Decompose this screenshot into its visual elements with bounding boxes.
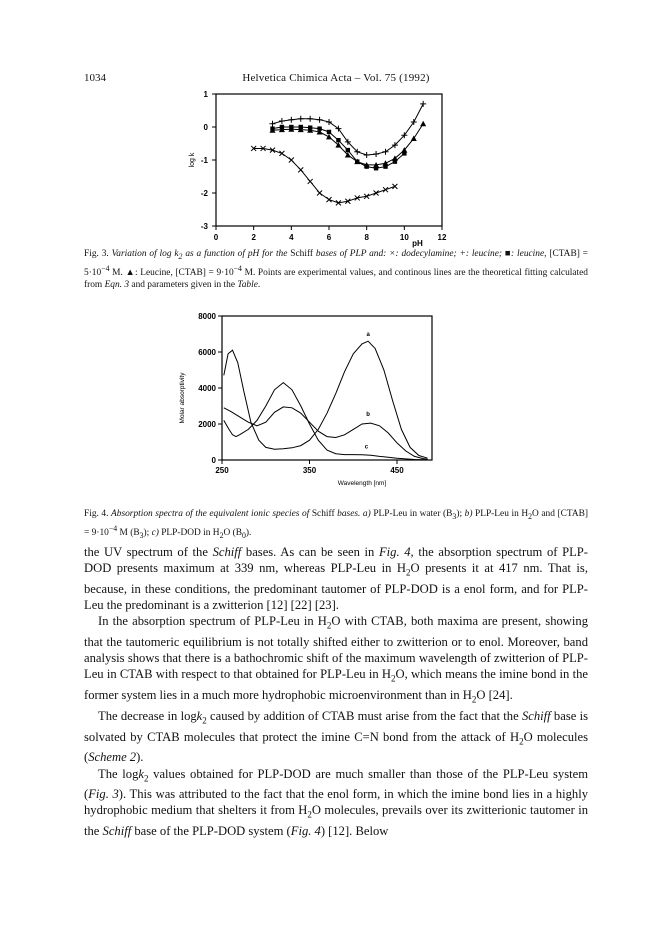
data-point-x — [317, 191, 322, 196]
subscript: 2 — [326, 620, 332, 631]
paragraph — [84, 708, 588, 766]
caption-text: b) — [464, 509, 473, 519]
text-run: the UV spectrum of the — [84, 545, 213, 559]
caption-sub: 2 — [528, 511, 533, 521]
caption-text: O (B — [223, 528, 242, 538]
text-run: base is solvated by CTAB molecules that protect the imine C=N bond from the attack of H — [84, 708, 588, 744]
x-tick-label: 10 — [399, 233, 409, 242]
y-tick-label: 6000 — [198, 348, 216, 357]
data-point-x — [392, 184, 397, 189]
y-tick-label: 2000 — [198, 420, 216, 429]
page-header — [84, 72, 588, 88]
data-point-plus — [364, 152, 370, 158]
data-point-plus — [279, 118, 285, 124]
subscript: 2 — [391, 673, 396, 684]
caption-text: Variation of log k — [111, 249, 179, 259]
italic-text: Schiff — [521, 708, 551, 723]
caption-text: bases. a) — [334, 509, 371, 519]
text-run: O, which means the imine bond in the former system lies in a much more hydrophobic microenvironment than in H — [84, 667, 588, 703]
x-tick-label: 250 — [215, 466, 229, 475]
data-point-plus — [383, 149, 389, 155]
figure-3-chart — [180, 88, 490, 248]
caption-sub: 2 — [178, 251, 183, 261]
series-label: a — [366, 331, 370, 338]
y-tick-label: 4000 — [198, 384, 216, 393]
data-point-triangle — [326, 134, 332, 140]
plot-frame — [222, 316, 432, 460]
caption-text: M (B — [117, 528, 140, 538]
caption-text: PLP-Leu in water (B — [370, 509, 453, 519]
y-axis-label: log k — [189, 152, 196, 168]
data-point-x — [374, 191, 379, 196]
text-run: bases. As can be seen in — [241, 545, 379, 559]
caption-text: as a function of pH for the — [182, 249, 291, 259]
caption-sub: 3 — [139, 530, 144, 540]
caption-text: PLP-DOD in H — [158, 528, 220, 538]
paragraph — [84, 613, 588, 708]
running-head: Helvetica Chimica Acta – Vol. 75 (1992) — [242, 72, 430, 84]
figure-4 — [170, 310, 470, 500]
caption-text: bases of PLP and: ×: dodecylamine; +: leucine; ■: leucine, — [313, 249, 550, 259]
x-tick-label: 450 — [390, 466, 404, 475]
figure-4-chart — [170, 310, 470, 500]
data-point-plus — [307, 116, 313, 122]
text-run: O with CTAB, both maxima are present, showing that the tautomeric equilibrium is not totally shifted either to zwitterion or to enol. Moreover, band analysis shows that there is a bathochromic shift of the maximum wavelength of zwitterion of PLP-Leu in CTAB with respect to that obtained for PLP-Leu in H — [84, 614, 588, 682]
paragraph — [84, 544, 588, 613]
text-run: The log — [98, 766, 139, 781]
data-point-plus — [326, 119, 332, 125]
caption-text: O and [CTAB] = 9·10 — [84, 509, 588, 538]
data-point-x — [308, 179, 313, 184]
subscript: 2 — [471, 694, 477, 705]
data-point-triangle — [420, 121, 426, 127]
caption-sub: 2 — [219, 530, 224, 540]
caption-text: Schiff — [290, 249, 314, 259]
caption-text: ); — [456, 509, 465, 519]
data-point-triangle — [411, 136, 417, 142]
page-number: 1034 — [84, 72, 106, 84]
caption-sup: −4 — [101, 263, 110, 273]
caption-text: ); — [143, 528, 152, 538]
caption-text: [CTAB] = 5·10 — [84, 249, 588, 278]
text-run: O presents it at 417 nm. That is, because, in these conditions, the predominant tautomer of PLP-DOD is a enol form, and for PLP-Leu the predominant is a zwitterion [12] [22] [23]. — [84, 561, 588, 613]
text-run: values obtained for PLP-DOD are much smaller than those of the PLP-Leu system ( — [84, 766, 588, 802]
caption-text: Table — [237, 280, 258, 290]
figure-4-caption — [84, 508, 588, 542]
text-run: ) [12]. Below — [320, 824, 389, 839]
subscript: 2 — [143, 773, 149, 784]
subscript: 2 — [405, 567, 411, 578]
caption-label: Fig. 3. — [84, 249, 109, 259]
data-point-plus — [420, 101, 426, 107]
italic-text: Fig. 4 — [290, 824, 321, 839]
data-point-square — [327, 130, 331, 134]
data-point-x — [383, 187, 388, 192]
data-point-square — [346, 148, 350, 152]
x-tick-label: 8 — [364, 233, 369, 242]
data-point-x — [289, 158, 294, 163]
caption-sub: 3 — [452, 511, 457, 521]
caption-text: Eqn. 3 — [104, 280, 130, 290]
data-point-plus — [288, 117, 294, 123]
subscript: 2 — [202, 715, 207, 726]
italic-text: k — [196, 708, 203, 723]
italic-text: k — [138, 766, 144, 781]
x-tick-label: 0 — [213, 233, 219, 242]
text-run: O molecules, prevails over its zwitterionic tautomer in the — [84, 803, 589, 839]
caption-text: Schiff — [311, 509, 335, 519]
y-axis-label: Molar absorptivity — [179, 372, 186, 424]
y-tick-label: -3 — [200, 222, 208, 231]
data-point-square — [336, 138, 340, 142]
caption-sup: −4 — [108, 523, 118, 533]
data-point-x — [279, 151, 284, 156]
x-tick-label: 12 — [437, 233, 447, 242]
text-run: The decrease in log — [98, 708, 197, 723]
italic-text: Schiff — [212, 545, 242, 559]
series-label: c — [364, 444, 369, 451]
y-tick-label: 8000 — [198, 312, 216, 321]
italic-text: Fig. 3 — [88, 787, 119, 802]
x-tick-label: 2 — [251, 233, 256, 242]
caption-sub: 0 — [241, 530, 246, 540]
x-tick-label: 350 — [302, 466, 317, 475]
x-axis-label: Wavelength [nm] — [337, 480, 387, 487]
y-tick-label: 0 — [211, 456, 216, 465]
data-point-x — [298, 167, 303, 172]
caption-text: Absorption spectra of the equivalent ionic species of — [111, 509, 312, 519]
caption-text: c) — [151, 528, 159, 538]
text-run: the absorption spectrum of PLP-DOD presents maximum at 339 nm, whereas PLP-Leu in H — [84, 545, 588, 576]
caption-text: ). — [245, 528, 252, 538]
figure-3 — [180, 88, 490, 248]
x-tick-label: 4 — [289, 233, 294, 242]
text-run: base of the PLP-DOD system ( — [131, 824, 291, 839]
italic-text: Scheme 2 — [88, 750, 137, 765]
subscript: 2 — [307, 809, 312, 820]
caption-sup: −4 — [233, 263, 242, 273]
series-label: b — [366, 411, 370, 418]
text-run: O molecules ( — [84, 729, 588, 765]
caption-text: PLP-Leu in H — [472, 509, 529, 519]
data-point-plus — [298, 116, 304, 122]
text-run: caused by addition of CTAB must arise from the fact that the — [206, 708, 522, 723]
text-run: ). — [136, 750, 144, 765]
caption-text: M. Points are experimental values, and continous lines are the theoretical fitting calculated from — [84, 268, 588, 290]
plot-frame — [216, 94, 442, 226]
paragraph — [84, 766, 588, 840]
caption-text: . — [257, 280, 261, 290]
spectrum-line — [224, 383, 428, 460]
data-point-plus — [373, 151, 379, 157]
x-axis-label: pH — [412, 239, 423, 248]
caption-text: and parameters given in the — [129, 280, 238, 290]
data-point-x — [327, 197, 332, 202]
y-tick-label: 1 — [203, 90, 208, 99]
caption-text: M. ▲: Leucine, [CTAB] = 9·10 — [109, 268, 234, 278]
figure-3-caption — [84, 248, 588, 291]
caption-label: Fig. 4. — [84, 509, 109, 519]
italic-text: Fig. 4, — [378, 545, 414, 559]
text-run: O [24]. — [476, 688, 513, 703]
data-point-triangle — [383, 160, 389, 166]
text-run: In the absorption spectrum of PLP-Leu in H — [98, 614, 327, 629]
spectrum-line — [224, 341, 428, 458]
italic-text: Schiff — [102, 824, 132, 839]
y-tick-label: -1 — [200, 156, 208, 165]
data-point-plus — [317, 117, 323, 123]
subscript: 2 — [519, 736, 524, 747]
text-run: ). This was attributed to the fact that the enol form, in which the imine bond lies in a highly hydrophobic medium that shelters it from H — [84, 787, 588, 818]
y-tick-label: -2 — [200, 189, 208, 198]
data-point-plus — [270, 121, 276, 127]
y-tick-label: 0 — [203, 123, 208, 132]
x-tick-label: 6 — [326, 233, 332, 242]
body-text — [84, 544, 588, 839]
